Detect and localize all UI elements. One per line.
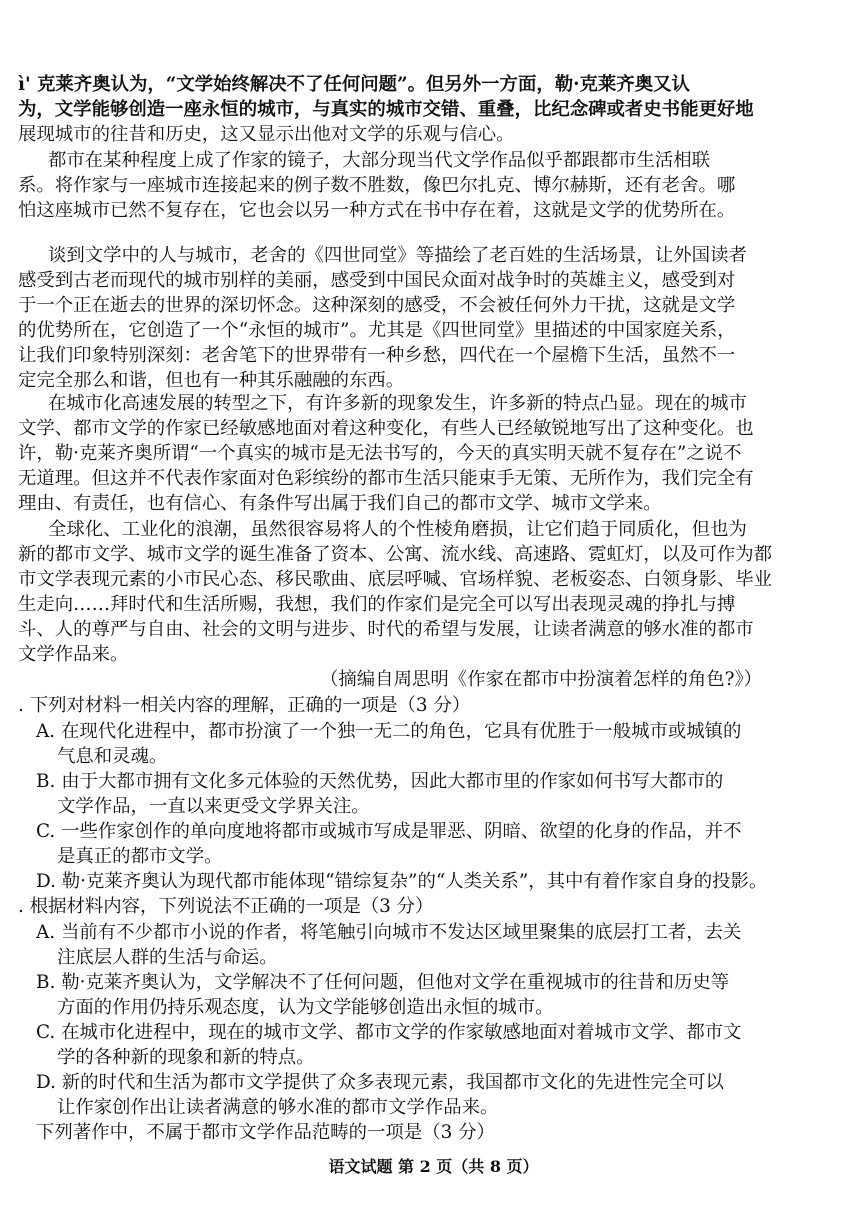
passage-line: 感受到古老而现代的城市别样的美丽，感受到中国民众面对战争时的英雄主义，感受到对 (18, 270, 736, 291)
passage-line: 市文学表现元素的小市民心态、移民歌曲、底层呼喊、官场样貌、老板姿态、白领身影、毕业 (18, 569, 773, 590)
page-footer: 语文试题 第 2 页（共 8 页） (328, 1157, 539, 1176)
question-stem: 下列著作中，不属于都市文学作品范畴的一项是（3 分） (36, 1122, 495, 1143)
passage-line: 于一个正在逝去的世界的深切怀念。这种深刻的感受，不会被任何外力干扰，这就是文学 (18, 295, 736, 316)
passage-line: 怕这座城市已然不复存在，它也会以另一种方式在书中存在着，这就是文学的优势所在。 (18, 200, 736, 221)
option-b-continued: 文学作品，一直以来更受文学界关注。 (57, 796, 370, 817)
passage-line: 文学、都市文学的作家已经敏感地面对着这种变化，有些人已经敏锐地写出了这种变化。也 (18, 418, 754, 439)
passage-line: 全球化、工业化的浪潮，虽然很容易将人的个性棱角磨损，让它们趋于同质化，但也为 (48, 519, 747, 540)
passage-line: 展现城市的往昔和历史，这又显示出他对文学的乐观与信心。 (18, 124, 515, 145)
passage-line: ì' 克莱齐奥认为，“文学始终解决不了任何问题”。但另外一方面，勒·克莱齐奥又认 (18, 74, 690, 95)
passage-line: 都市在某种程度上成了作家的镜子，大部分现当代文学作品似乎都跟都市生活相联 (48, 150, 711, 171)
passage-line: 谈到文学中的人与城市，老舍的《四世同堂》等描绘了老百姓的生活场景，让外国读者 (48, 245, 747, 266)
option-a-continued: 注底层人群的生活与命运。 (57, 947, 278, 968)
option-a-continued: 气息和灵魂。 (57, 746, 168, 767)
option-c-continued: 学的各种新的现象和新的特点。 (57, 1047, 315, 1068)
question-stem: . 根据材料内容，下列说法不正确的一项是（3 分） (18, 896, 434, 917)
passage-line: 的优势所在，它创造了一个“永恒的城市”。尤其是《四世同堂》里描述的中国家庭关系， (18, 320, 736, 341)
option-c: C. 一些作家创作的单向度地将都市或城市写成是罪恶、阴暗、欲望的化身的作品，并不 (36, 821, 742, 842)
option-c: C. 在城市化进程中，现在的城市文学、都市文学的作家敏感地面对着城市文学、都市文 (36, 1022, 742, 1043)
source-citation: （摘编自周思明《作家在都市中扮演着怎样的角色?》） (320, 669, 763, 690)
option-b-continued: 方面的作用仍持乐观态度，认为文学能够创造出永恒的城市。 (57, 997, 554, 1018)
passage-line: 让我们印象特别深刻：老舍笔下的世界带有一种乡愁，四代在一个屋檐下生活，虽然不一 (18, 345, 736, 366)
option-d: D. 勒·克莱齐奥认为现代都市能体现“错综复杂”的“人类关系”，其中有着作家自身的投影。 (36, 871, 768, 892)
option-a: A. 在现代化进程中，都市扮演了一个独一无二的角色，它具有优胜于一般城市或城镇的 (36, 721, 742, 742)
passage-line: 系。将作家与一座城市连接起来的例子数不胜数，像巴尔扎克、博尔赫斯，还有老舍。哪 (18, 175, 736, 196)
option-d: D. 新的时代和生活为都市文学提供了众多表现元素，我国都市文化的先进性完全可以 (36, 1072, 724, 1093)
option-a: A. 当前有不少都市小说的作者，将笔触引向城市不发达区域里聚集的底层打工者，去关 (36, 922, 742, 943)
passage-line: 斗、人的尊严与自由、社会的文明与进步、时代的希望与发展，让读者满意的够水准的都市 (18, 619, 754, 640)
passage-line: 为，文学能够创造一座永恒的城市，与真实的城市交错、重叠，比纪念碑或者史书能更好地 (18, 99, 754, 120)
option-d-continued: 让作家创作出让读者满意的够水准的都市文学作品来。 (57, 1097, 499, 1118)
passage-line: 无道理。但这并不代表作家面对色彩缤纷的都市生活只能束手无策、无所作为，我们完全有 (18, 468, 754, 489)
passage-line: 许，勒·克莱齐奥所谓“一个真实的城市是无法书写的，今天的真实明天就不复存在”之说不 (18, 443, 742, 464)
passage-line: 新的都市文学、城市文学的诞生准备了资本、公寓、流水线、高速路、霓虹灯，以及可作为都 (18, 544, 773, 565)
option-b: B. 勒·克莱齐奥认为，文学解决不了任何问题，但他对文学在重视城市的往昔和历史等 (36, 972, 730, 993)
passage-line: 理由、有责任，也有信心、有条件写出属于我们自己的都市文学、城市文学来。 (18, 493, 662, 514)
passage-line: 定完全那么和谐，但也有一种其乐融融的东西。 (18, 370, 405, 391)
option-b: B. 由于大都市拥有文化多元体验的天然优势，因此大都市里的作家如何书写大都市的 (36, 771, 724, 792)
question-stem: . 下列对材料一相关内容的理解，正确的一项是（3 分） (18, 695, 471, 716)
passage-line: 文学作品来。 (18, 644, 129, 665)
passage-line: 生走向……拜时代和生活所赐，我想，我们的作家们是完全可以写出表现灵魂的挣扎与搏 (18, 594, 736, 615)
passage-line: 在城市化高速发展的转型之下，有许多新的现象发生，许多新的特点凸显。现在的城市 (48, 393, 747, 414)
option-c-continued: 是真正的都市文学。 (57, 846, 223, 867)
